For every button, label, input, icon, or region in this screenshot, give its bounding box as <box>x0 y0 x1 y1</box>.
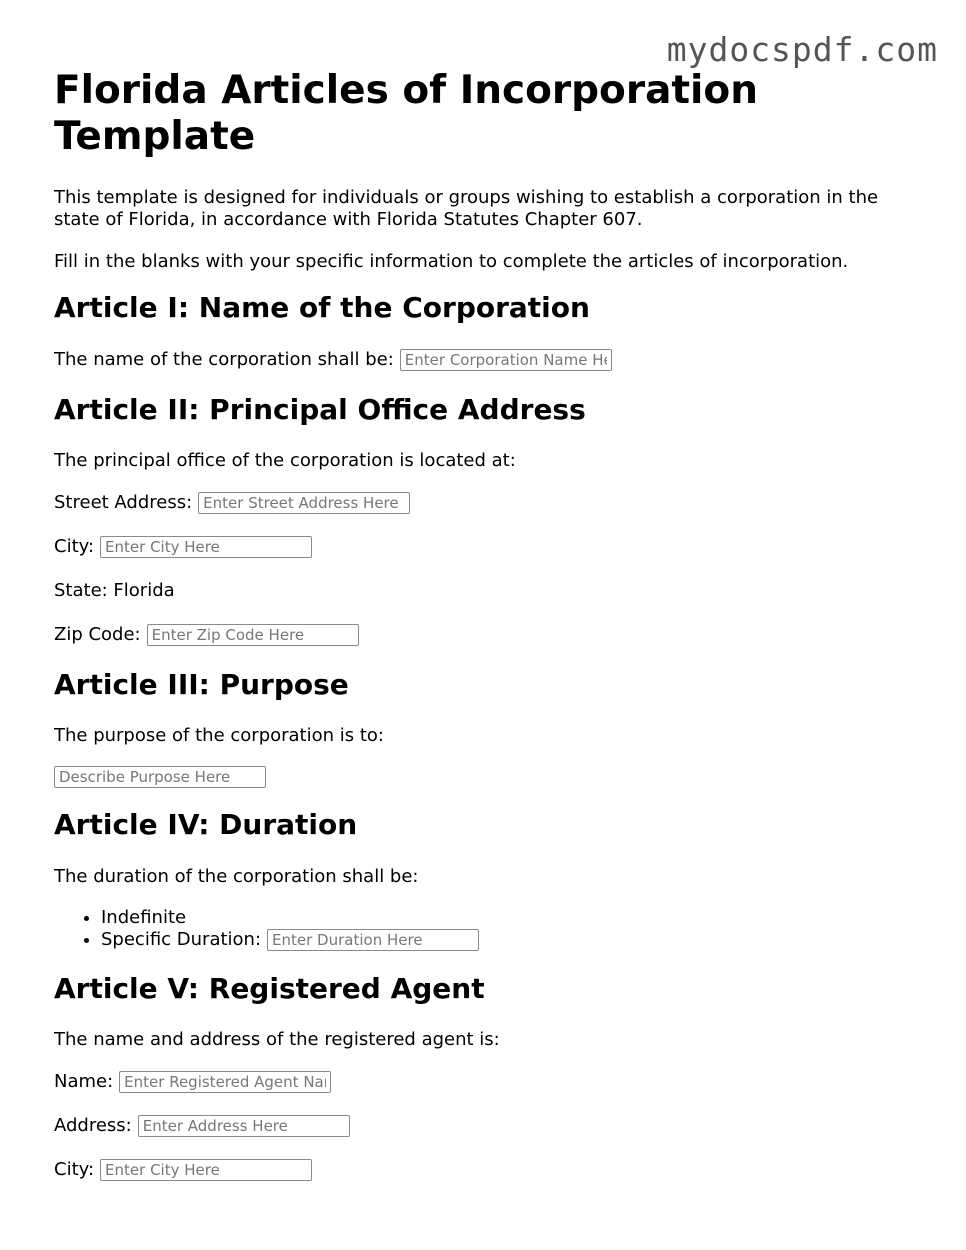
document-body <box>54 68 924 1182</box>
state-text: State: Florida <box>54 580 175 601</box>
instructions-paragraph: Fill in the blanks with your specific information to complete the articles of incorporation. <box>54 251 849 272</box>
city-input[interactable] <box>100 536 312 558</box>
agent-address-input[interactable] <box>138 1115 350 1137</box>
zip-code-row <box>54 623 924 647</box>
agent-address-row <box>54 1114 924 1138</box>
article-3-heading: Article III: Purpose <box>54 668 349 701</box>
agent-city-label: City: <box>54 1159 95 1180</box>
article-1-heading: Article I: Name of the Corporation <box>54 291 590 324</box>
article-5-heading: Article V: Registered Agent <box>54 972 485 1005</box>
street-address-input[interactable] <box>198 492 410 514</box>
article-4-heading: Article IV: Duration <box>54 808 358 841</box>
corporation-name-label: The name of the corporation shall be: <box>54 349 394 370</box>
agent-name-row <box>54 1070 924 1094</box>
agent-name-label: Name: <box>54 1071 114 1092</box>
article-5-section <box>54 972 924 1182</box>
article-1-section <box>54 291 924 372</box>
agent-name-input[interactable] <box>119 1071 331 1093</box>
corporation-name-row <box>54 348 924 372</box>
agent-city-input[interactable] <box>100 1159 312 1181</box>
agent-city-row <box>54 1158 924 1182</box>
city-label: City: <box>54 536 95 557</box>
intro-paragraph: This template is designed for individuals or groups wishing to establish a corporation in the state of Florida, in accordance with Florida Statutes Chapter 607. <box>54 187 879 230</box>
corporation-name-input[interactable] <box>400 349 612 371</box>
article-2-heading: Article II: Principal Office Address <box>54 393 586 426</box>
street-address-label: Street Address: <box>54 492 193 513</box>
zip-code-label: Zip Code: <box>54 624 141 645</box>
street-address-row <box>54 491 924 515</box>
duration-input[interactable] <box>267 929 479 951</box>
duration-options-list <box>54 907 924 951</box>
purpose-intro: The purpose of the corporation is to: <box>54 725 384 746</box>
zip-code-input[interactable] <box>147 624 359 646</box>
agent-address-label: Address: <box>54 1115 132 1136</box>
city-row <box>54 535 924 559</box>
document-title: Florida Articles of Incorporation Template <box>54 68 758 159</box>
duration-option-specific <box>101 929 924 951</box>
article-3-section <box>54 668 924 788</box>
principal-office-intro: The principal office of the corporation is located at: <box>54 450 516 471</box>
duration-option-indefinite: • Indefinite <box>101 907 924 929</box>
purpose-row <box>54 766 924 788</box>
purpose-input[interactable] <box>54 766 266 788</box>
specific-duration-label: • Specific Duration: <box>101 929 262 950</box>
registered-agent-intro: The name and address of the registered agent is: <box>54 1029 500 1050</box>
article-2-section <box>54 393 924 647</box>
site-watermark: mydocspdf.com <box>666 30 938 69</box>
duration-intro: The duration of the corporation shall be: <box>54 866 419 887</box>
article-4-section <box>54 808 924 951</box>
